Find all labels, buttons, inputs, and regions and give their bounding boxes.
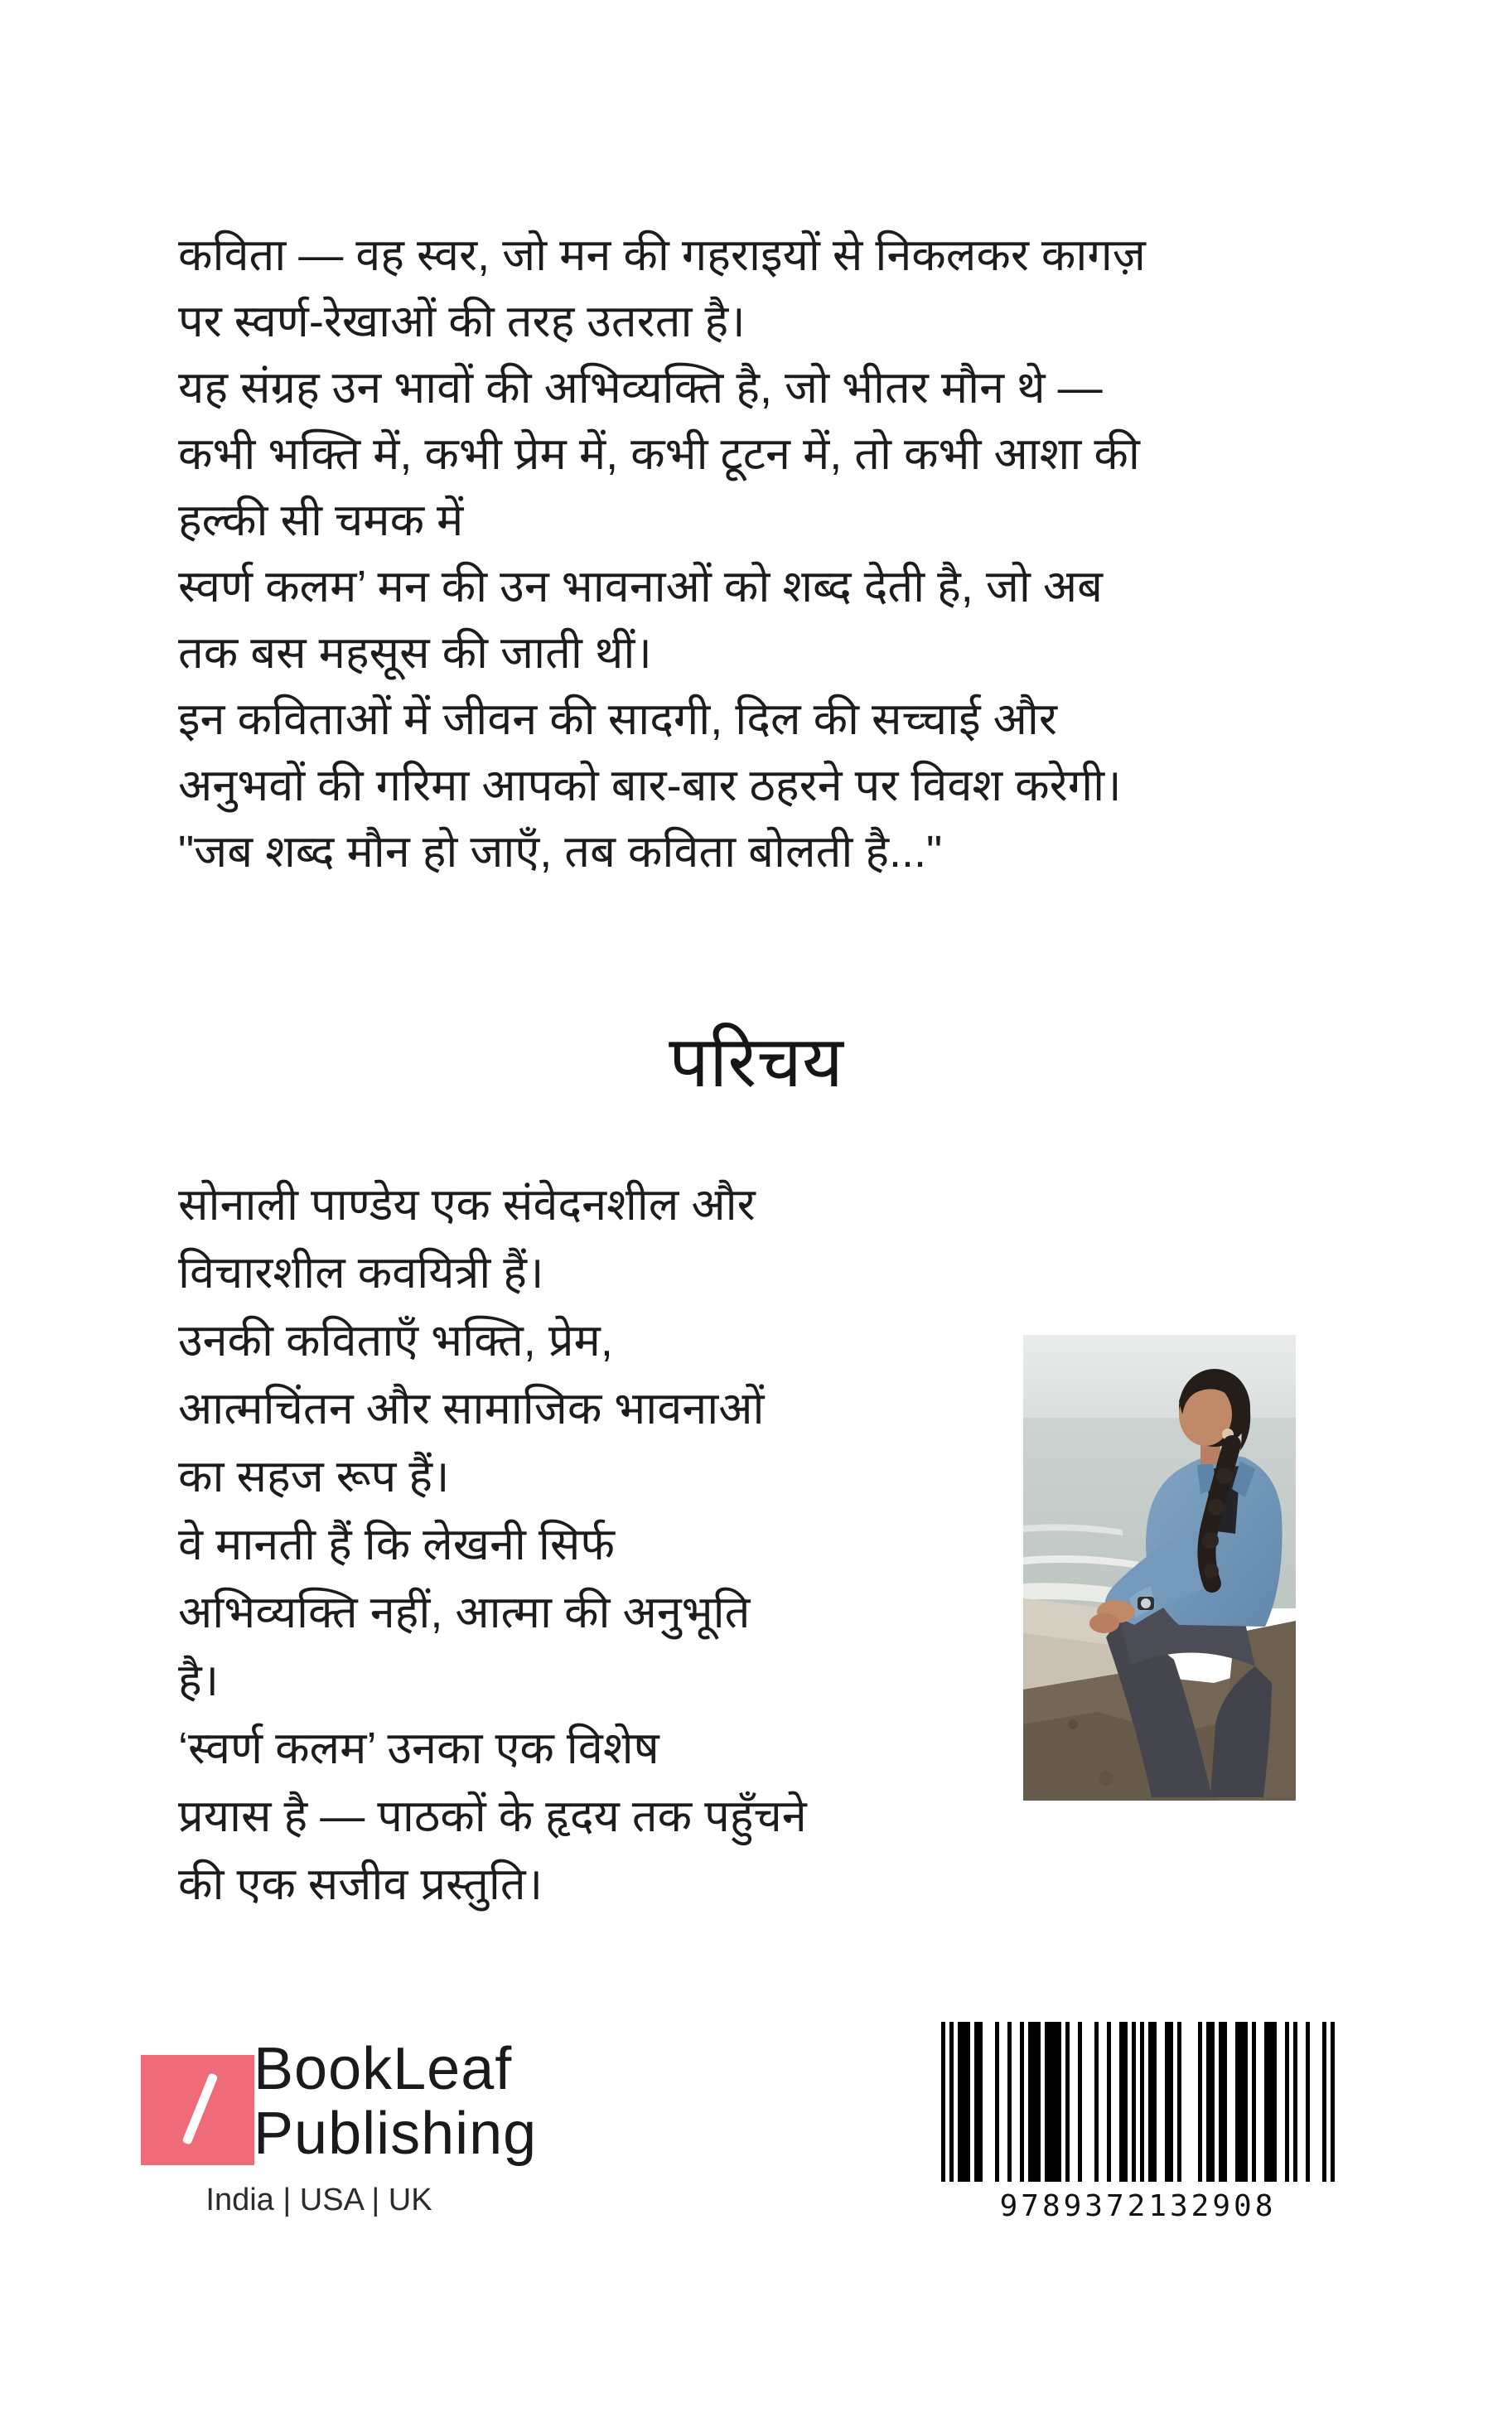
publisher-name-line2: Publishing [254, 2101, 538, 2167]
bio-line: प्रयास है — पाठकों के हृदय तक पहुँचने [178, 1791, 807, 1841]
barcode-bar [949, 2022, 954, 2182]
barcode-bar [1140, 2022, 1144, 2182]
blurb-line: कविता — वह स्वर, जो मन की गहराइयों से निकलकर कागज़ [178, 230, 1146, 280]
barcode-bar [1264, 2022, 1277, 2182]
section-heading: परिचय [669, 1023, 843, 1102]
barcode-bar [1007, 2022, 1012, 2182]
barcode-bar [974, 2022, 983, 2182]
barcode-bar [941, 2022, 945, 2182]
slash-logo-icon [182, 2072, 219, 2145]
bio-line: आत्मचिंतन और सामाजिक भावनाओं [178, 1384, 765, 1434]
publisher-name [254, 2037, 537, 2166]
barcode-bar [1293, 2022, 1297, 2182]
author-photo [1023, 1335, 1296, 1801]
bio-line: विचारशील कवयित्री हैं। [178, 1248, 544, 1298]
barcode-bar [1219, 2022, 1227, 2182]
author-bio-block [178, 1171, 807, 1918]
barcode-bar [1306, 2022, 1310, 2182]
barcode-bar [1252, 2022, 1256, 2182]
bio-line: अभिव्यक्ति नहीं, आत्मा की अनुभूति [178, 1588, 751, 1637]
barcode-bar [995, 2022, 999, 2182]
isbn-barcode [941, 2022, 1335, 2182]
bio-line: ‘स्वर्ण कलम’ उनका एक विशेष [178, 1724, 659, 1773]
barcode-bar [1078, 2022, 1082, 2182]
barcode-bar [1285, 2022, 1289, 2182]
bio-line: सोनाली पाण्डेय एक संवेदनशील और [178, 1180, 756, 1230]
barcode-bar [1165, 2022, 1173, 2182]
barcode-bar [1177, 2022, 1181, 2182]
barcode-bar [1020, 2022, 1024, 2182]
barcode-bar [1235, 2022, 1248, 2182]
bio-line: उनकी कविताएँ भक्ति, प्रेम, [178, 1316, 613, 1366]
barcode-bar [958, 2022, 970, 2182]
bio-line: वे मानती हैं कि लेखनी सिर्फ [178, 1520, 616, 1569]
blurb-line: स्वर्ण कलम’ मन की उन भावनाओं को शब्द देती है, जो अब [178, 562, 1103, 612]
blurb-line: पर स्वर्ण-रेखाओं की तरह उतरता है। [178, 297, 746, 346]
barcode-bar [1028, 2022, 1041, 2182]
publisher-name-line1: BookLeaf [254, 2036, 513, 2102]
publisher-logo [141, 2055, 254, 2165]
barcode-bar [1148, 2022, 1157, 2182]
bio-line: है। [178, 1656, 220, 1705]
barcode-bar [1206, 2022, 1215, 2182]
barcode-bar [1119, 2022, 1128, 2182]
author-photo-art [1023, 1335, 1296, 1801]
barcode-bar [1065, 2022, 1070, 2182]
publisher-regions: India | USA | UK [205, 2183, 432, 2217]
bio-line: की एक सजीव प्रस्तुति। [178, 1859, 543, 1909]
bio-line: का सहज रूप हैं। [178, 1452, 450, 1501]
barcode-bar [1094, 2022, 1099, 2182]
blurb-line: अनुभवों की गरिमा आपको बार-बार ठहरने पर विवश करेगी। [178, 761, 1122, 810]
barcode-bar [1322, 2022, 1326, 2182]
blurb-text-block [178, 222, 1146, 885]
barcode-bar [1107, 2022, 1111, 2182]
isbn-number: 9789372132908 [999, 2189, 1277, 2223]
blurb-line: यह संग्रह उन भावों की अभिव्यक्ति है, जो भीतर मौन थे — [178, 363, 1103, 413]
blurb-line: हल्की सी चमक में [178, 496, 464, 545]
barcode-bar [1045, 2022, 1061, 2182]
blurb-line: "जब शब्द मौन हो जाएँ, तब कविता बोलती है..." [178, 827, 943, 877]
barcode-bar [1198, 2022, 1202, 2182]
blurb-line: कभी भक्ति में, कभी प्रेम में, कभी टूटन में, तो कभी आशा की [178, 429, 1140, 479]
blurb-line: इन कविताओं में जीवन की सादगी, दिल की सच्चाई और [178, 694, 1058, 744]
barcode-bar [1132, 2022, 1136, 2182]
blurb-line: तक बस महसूस की जाती थीं। [178, 628, 652, 678]
barcode-bar [1331, 2022, 1335, 2182]
